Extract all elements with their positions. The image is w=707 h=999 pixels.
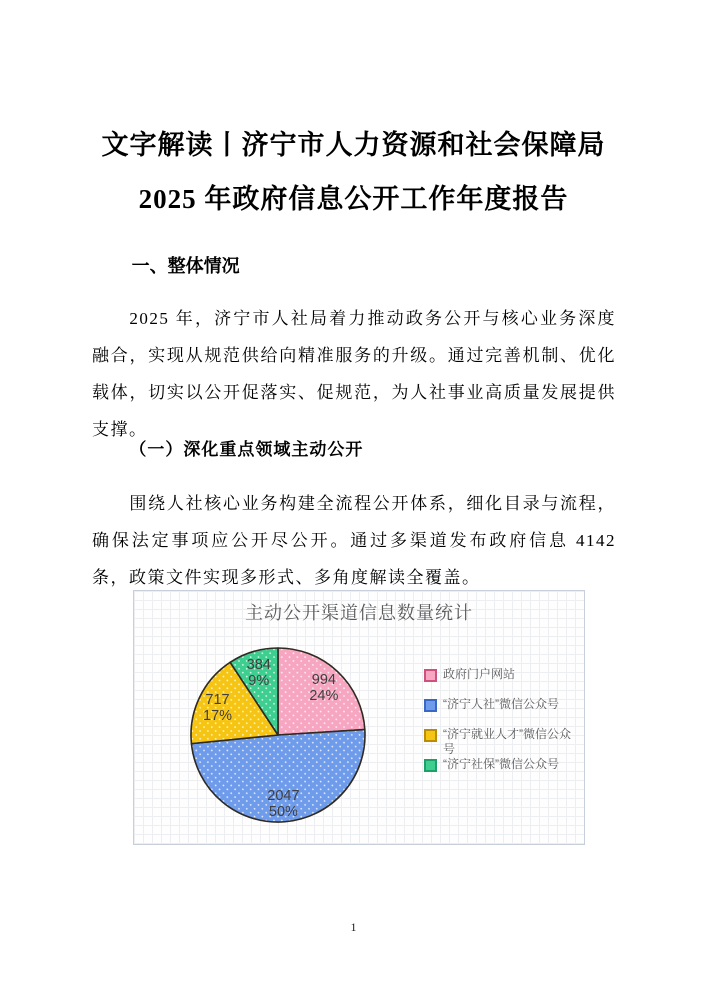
document-title-line1: 文字解读丨济宁市人力资源和社会保障局 bbox=[101, 130, 606, 160]
pie-data-label-1: 2047 50% bbox=[267, 787, 300, 820]
paragraph-channels: 围绕人社核心业务构建全流程公开体系，细化目录与流程，确保法定事项应公开尽公开。通过多渠道发布政府信息 4142 条，政策文件实现多形式、多角度解读全覆盖。 bbox=[92, 494, 616, 587]
section-heading: 一、整体情况 bbox=[131, 256, 240, 276]
pie-data-label-0: 994 24% bbox=[309, 672, 339, 705]
legend-label: 政府门户网站 bbox=[443, 667, 516, 681]
chart-title: 主动公开渠道信息数量统计 bbox=[245, 603, 473, 623]
pie-data-label-3: 384 9% bbox=[246, 656, 271, 689]
legend-item-2 bbox=[424, 727, 582, 757]
paragraph-overview: 2025 年，济宁市人社局着力推动政务公开与核心业务深度融合，实现从规范供给向精准服务的升级。通过完善机制、优化载体，切实以公开促落实、促规范，为人社事业高质量发展提供支撑。 bbox=[92, 309, 616, 439]
legend-item-1 bbox=[424, 697, 582, 712]
legend-item-0 bbox=[424, 667, 582, 682]
pie-data-label-2: 717 17% bbox=[203, 692, 233, 725]
legend-swatch-icon bbox=[424, 729, 437, 742]
legend-label: “济宁就业人才”微信公众号 bbox=[443, 727, 571, 756]
legend-swatch-icon bbox=[424, 669, 437, 682]
legend-label: “济宁社保”微信公众号 bbox=[443, 757, 559, 771]
page-number: 1 bbox=[350, 920, 357, 934]
pie-chart-frame bbox=[133, 590, 585, 845]
legend-swatch-icon bbox=[424, 699, 437, 712]
sub-heading: （一）深化重点领域主动公开 bbox=[129, 440, 364, 459]
document-title-line2: 2025 年政府信息公开工作年度报告 bbox=[138, 184, 569, 214]
legend-item-3 bbox=[424, 757, 582, 772]
legend-label: “济宁人社”微信公众号 bbox=[443, 697, 559, 711]
legend-swatch-icon bbox=[424, 759, 437, 772]
chart-legend bbox=[424, 667, 582, 787]
